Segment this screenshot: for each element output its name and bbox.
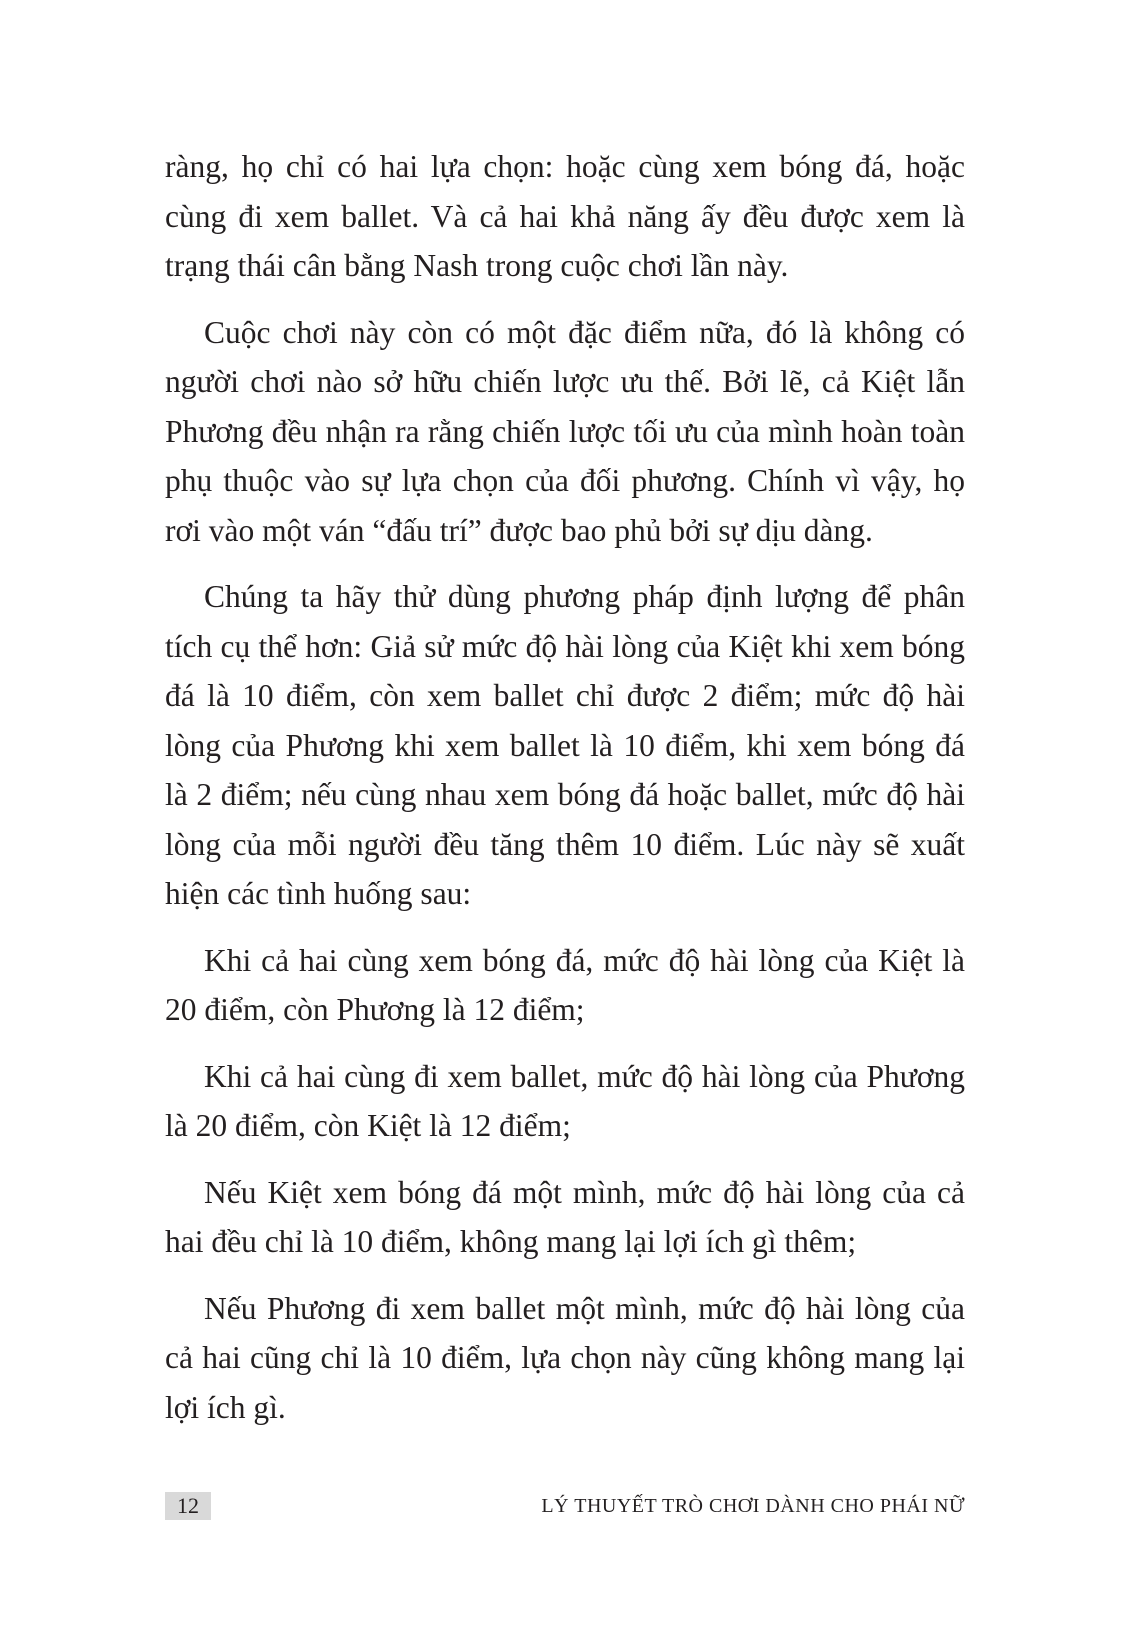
paragraph-3: Chúng ta hãy thử dùng phương pháp định lượng để phân tích cụ thể hơn: Giả sử mức độ hài lòng của Kiệt khi xem bóng đá là 10 điểm, còn xem ballet chỉ được 2 điểm; mức độ hài lòng của Phương khi xem ballet là 10 điểm, khi xem bóng đá là 2 điểm; nếu cùng nhau xem bóng đá hoặc ballet, mức độ hài lòng của mỗi người đều tăng thêm 10 điểm. Lúc này sẽ xuất hiện các tình huống sau: xyxy=(165,579,965,911)
body-text xyxy=(165,142,965,1432)
paragraph-1: ràng, họ chỉ có hai lựa chọn: hoặc cùng xem bóng đá, hoặc cùng đi xem ballet. Và cả hai khả năng ấy đều được xem là trạng thái cân bằng Nash trong cuộc chơi lần này. xyxy=(165,149,965,283)
page-number: 12 xyxy=(165,1492,211,1520)
paragraph-4: Khi cả hai cùng xem bóng đá, mức độ hài lòng của Kiệt là 20 điểm, còn Phương là 12 điểm; xyxy=(165,942,965,1027)
paragraph-7: Nếu Phương đi xem ballet một mình, mức độ hài lòng của cả hai cũng chỉ là 10 điểm, lựa chọn này cũng không mang lại lợi ích gì. xyxy=(165,1290,965,1425)
paragraph-6: Nếu Kiệt xem bóng đá một mình, mức độ hài lòng của cả hai đều chỉ là 10 điểm, không mang lại lợi ích gì thêm; xyxy=(165,1174,965,1259)
paragraph-2: Cuộc chơi này còn có một đặc điểm nữa, đó là không có người chơi nào sở hữu chiến lược ưu thế. Bởi lẽ, cả Kiệt lẫn Phương đều nhận ra rằng chiến lược tối ưu của mình hoàn toàn phụ thuộc vào sự lựa chọn của đối phương. Chính vì vậy, họ rơi vào một ván “đấu trí” được bao phủ bởi sự dịu dàng. xyxy=(165,314,965,548)
page-footer xyxy=(165,1492,965,1522)
paragraph-5: Khi cả hai cùng đi xem ballet, mức độ hài lòng của Phương là 20 điểm, còn Kiệt là 12 điểm; xyxy=(165,1058,965,1143)
running-book-title: LÝ THUYẾT TRÒ CHƠI DÀNH CHO PHÁI NỮ xyxy=(541,1495,965,1517)
